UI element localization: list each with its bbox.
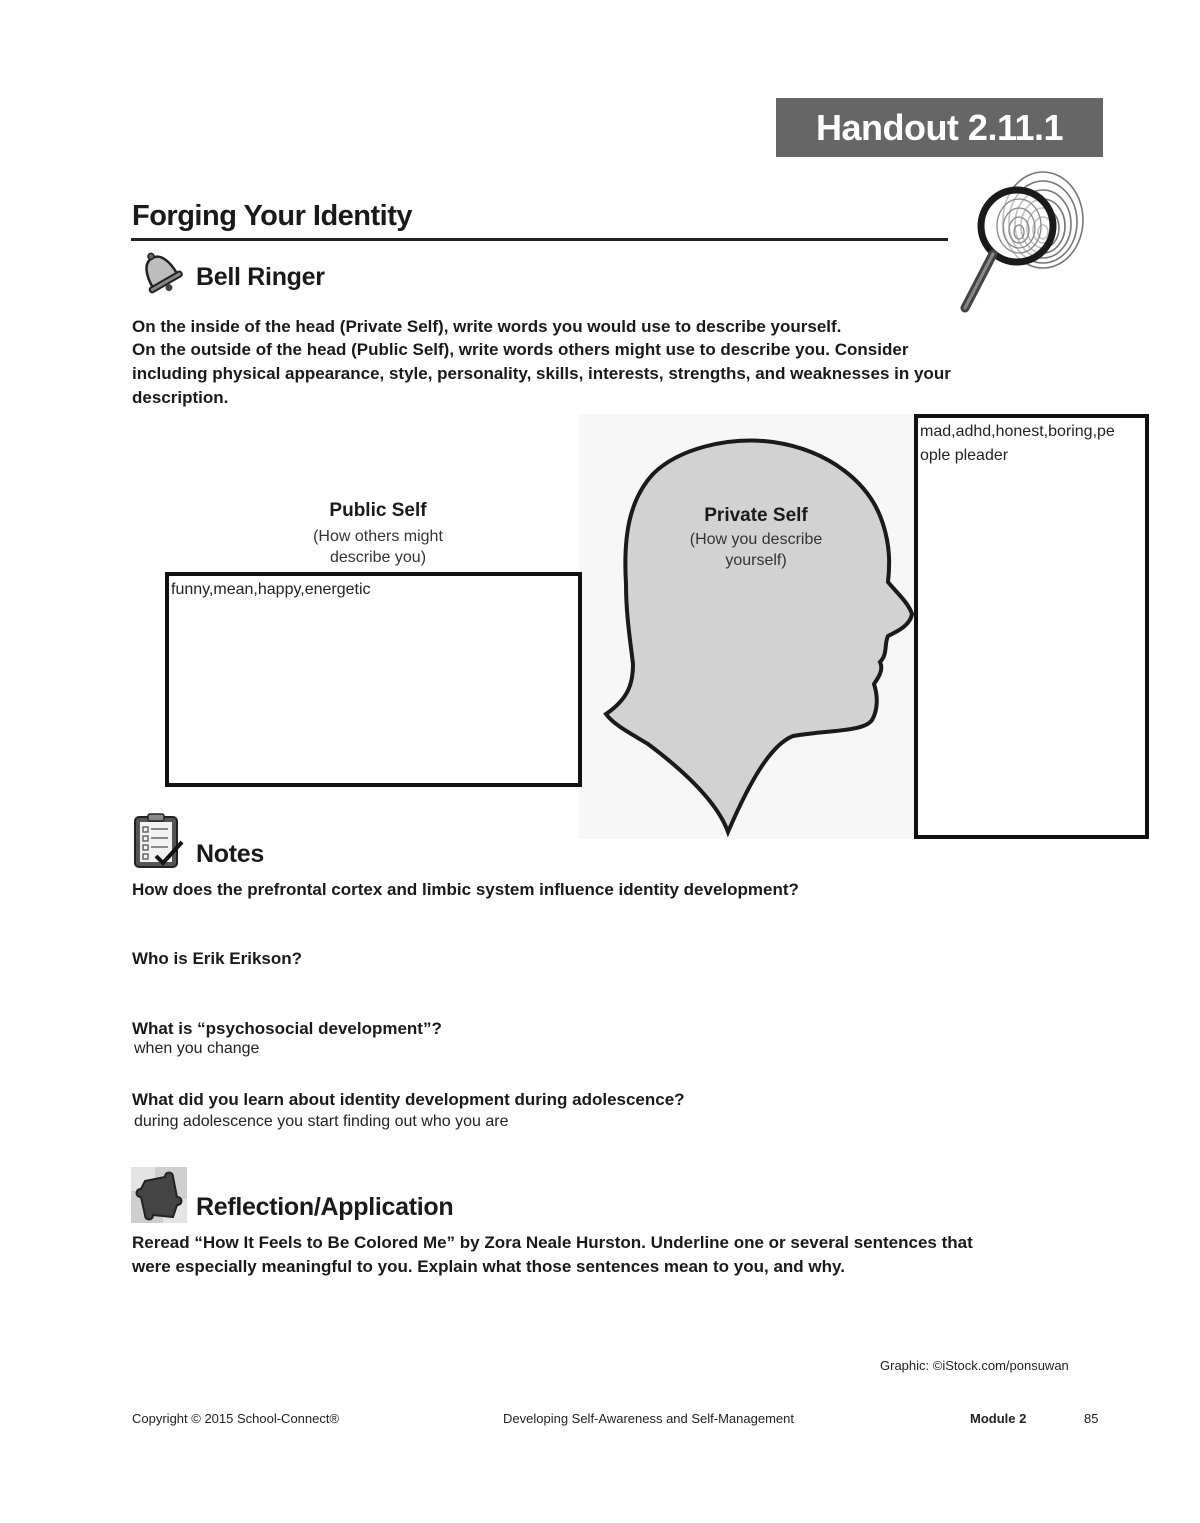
notes-answer-4[interactable]: during adolescence you start finding out who you are: [134, 1113, 509, 1130]
private-self-answer-line-2: ople pleader: [920, 447, 1009, 464]
private-self-answer-line-1: mad,adhd,honest,boring,pe: [920, 423, 1115, 440]
footer-course-title: Developing Self-Awareness and Self-Management: [503, 1411, 794, 1426]
public-self-answer: funny,mean,happy,energetic: [171, 581, 371, 598]
bell-ringer-line-1: On the inside of the head (Private Self), write words you would use to describe yourself.: [132, 317, 842, 336]
footer-copyright: Copyright © 2015 School-Connect®: [132, 1411, 340, 1426]
reflection-line-1: Reread “How It Feels to Be Colored Me” by Zora Neale Hurston. Underline one or several sentences that: [132, 1233, 973, 1252]
head-silhouette: [578, 414, 918, 839]
clipboard-icon: [132, 812, 184, 870]
footer-page-number: 85: [1084, 1411, 1099, 1426]
graphic-credit: Graphic: ©iStock.com/ponsuwan: [880, 1358, 1069, 1373]
private-self-subtitle-1: (How you describe: [689, 531, 823, 548]
private-self-title: Private Self: [704, 505, 808, 526]
bell-ringer-heading: Bell Ringer: [196, 263, 325, 291]
public-self-subtitle-1: (How others might: [313, 528, 443, 545]
footer-module: Module 2: [970, 1411, 1027, 1426]
notes-question-3: What is “psychosocial development”?: [132, 1019, 442, 1038]
puzzle-icon: [131, 1167, 187, 1223]
notes-answer-3[interactable]: when you change: [134, 1040, 260, 1057]
notes-question-1: How does the prefrontal cortex and limbic system influence identity development?: [132, 880, 799, 899]
page-title: Forging Your Identity: [132, 200, 413, 232]
bell-ringer-line-3: including physical appearance, style, personality, skills, interests, strengths, and weaknesses in your: [132, 364, 951, 383]
notes-heading: Notes: [196, 840, 264, 868]
notes-question-4: What did you learn about identity development during adolescence?: [132, 1090, 685, 1109]
public-self-textbox[interactable]: [165, 572, 582, 787]
bell-ringer-line-2: On the outside of the head (Public Self), write words others might use to describe you. Consider: [132, 340, 909, 359]
title-divider: [131, 238, 948, 241]
magnifier-fingerprint-icon: [955, 168, 1090, 316]
notes-question-2: Who is Erik Erikson?: [132, 949, 303, 968]
public-self-title: Public Self: [329, 500, 427, 521]
public-self-subtitle-2: describe you): [329, 549, 427, 566]
bell-icon: [134, 246, 186, 296]
handout-badge: Handout 2.11.1: [776, 98, 1103, 157]
bell-ringer-line-4: description.: [132, 388, 229, 407]
reflection-line-2: were especially meaningful to you. Explain what those sentences mean to you, and why.: [132, 1257, 845, 1276]
reflection-heading: Reflection/Application: [196, 1193, 454, 1221]
private-self-subtitle-2: yourself): [725, 552, 787, 569]
private-self-textbox[interactable]: [914, 414, 1149, 839]
